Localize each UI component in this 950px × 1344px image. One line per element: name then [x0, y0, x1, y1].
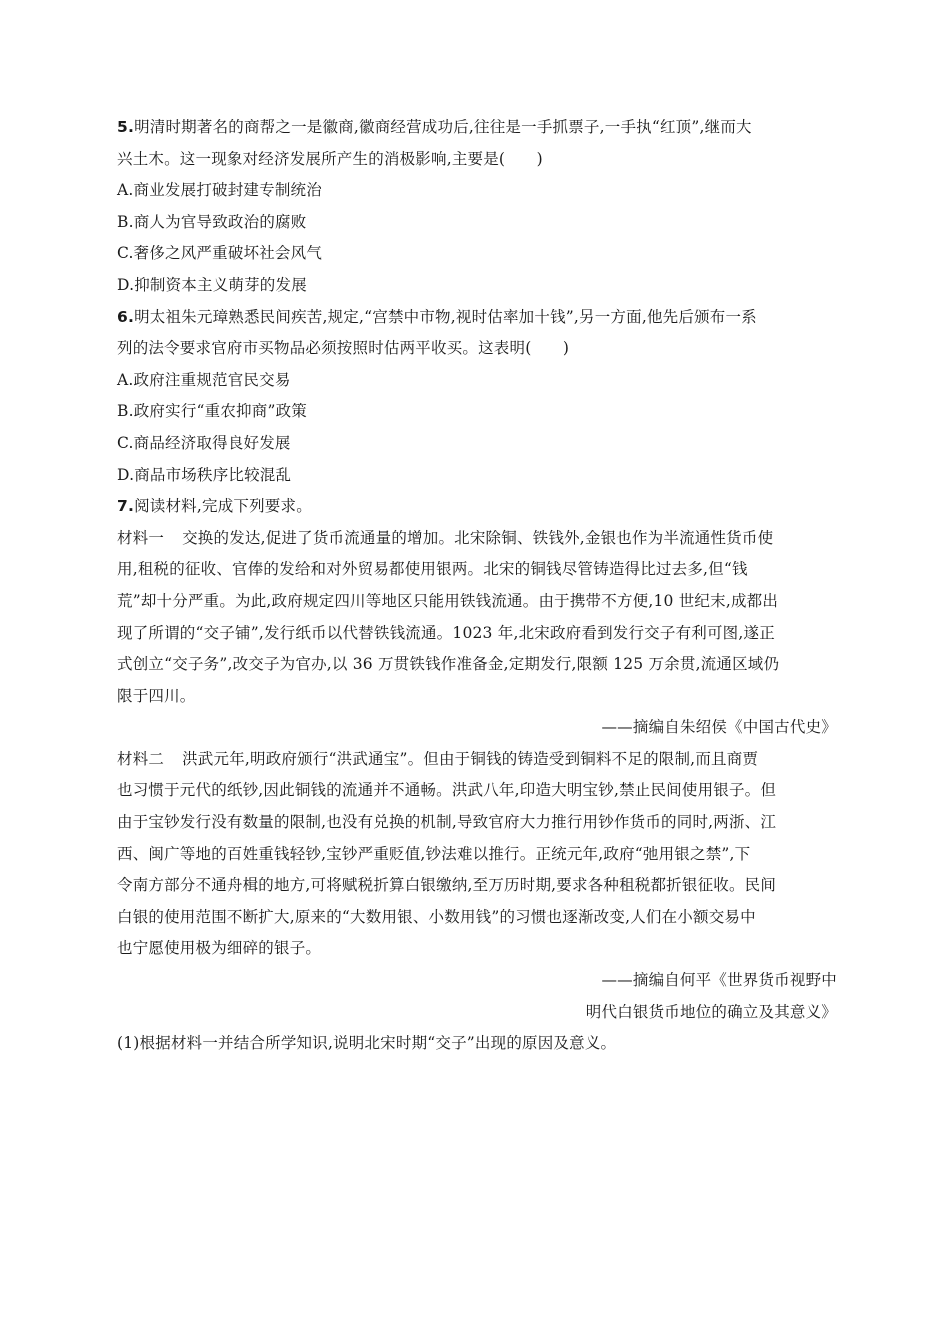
question-6-option-b: B.政府实行“重农抑商”政策: [117, 402, 307, 421]
question-7-stem: 7.阅读材料,完成下列要求。: [117, 497, 312, 516]
material-1-line-6: 限于四川。: [117, 686, 196, 705]
material-1-line-4: 现了所谓的“交子铺”,发行纸币以代替铁钱流通。1023 年,北宋政府看到发行交子有利可图,遂正: [117, 623, 775, 642]
question-5-option-a: A.商业发展打破封建专制统治: [117, 181, 322, 200]
question-5: [117, 112, 837, 302]
question-7: [117, 491, 837, 1060]
material-2: [117, 744, 837, 1028]
document-page: [117, 112, 837, 1060]
question-6-option-c: C.商品经济取得良好发展: [117, 433, 291, 452]
material-2-source-line-1: ——摘编自何平《世界货币视野中: [601, 971, 837, 990]
question-6-stem-line-1: 6.明太祖朱元璋熟悉民间疾苦,规定,“宫禁中市物,视时估率加十钱”,另一方面,他先后颁布一系: [117, 307, 757, 326]
material-1-line-2: 用,租税的征收、官俸的发给和对外贸易都使用银两。北宋的铜钱尽管铸造得比过去多,但“钱: [117, 560, 748, 579]
material-1-line-1: 材料一 交换的发达,促进了货币流通量的增加。北宋除铜、铁钱外,金银也作为半流通性货币使: [117, 528, 774, 547]
question-5-option-c: C.奢侈之风严重破坏社会风气: [117, 244, 323, 263]
question-6-stem-line-2: 列的法令要求官府市买物品必须按照时估两平收买。这表明( ): [117, 339, 570, 358]
question-6-option-d: D.商品市场秩序比较混乱: [117, 465, 292, 484]
question-6: [117, 302, 837, 492]
material-2-line-1: 材料二 洪武元年,明政府颁行“洪武通宝”。但由于铜钱的铸造受到铜料不足的限制,而且商贾: [117, 749, 759, 768]
question-7-sub-1: (1)根据材料一并结合所学知识,说明北宋时期“交子”出现的原因及意义。: [117, 1034, 617, 1053]
material-1-line-5: 式创立“交子务”,改交子为官办,以 36 万贯铁钱作准备金,定期发行,限额 125 万余贯,流通区域仍: [117, 655, 780, 674]
material-1-label: 材料一: [117, 528, 165, 547]
material-2-line-2: 也习惯于元代的纸钞,因此铜钱的流通并不通畅。洪武八年,印造大明宝钞,禁止民间使用银子。但: [117, 781, 777, 800]
question-5-option-d: D.抑制资本主义萌芽的发展: [117, 275, 307, 294]
question-5-stem-line-1: 5.明清时期著名的商帮之一是徽商,徽商经营成功后,往往是一手抓票子,一手执“红顶”,继而大: [117, 118, 752, 136]
question-6-number: 6.: [117, 307, 135, 326]
material-2-line-5: 令南方部分不通舟楫的地方,可将赋税折算白银缴纳,至万历时期,要求各种租税都折银征收。民间: [117, 876, 777, 895]
question-5-number: 5.: [117, 118, 135, 136]
material-1-source: ——摘编自朱绍侯《中国古代史》: [601, 718, 837, 737]
material-2-line-6: 白银的使用范围不断扩大,原来的“大数用银、小数用钱”的习惯也逐渐改变,人们在小额交易中: [117, 907, 756, 926]
question-7-number: 7.: [117, 497, 135, 516]
question-5-option-b: B.商人为官导致政治的腐败: [117, 212, 307, 231]
material-2-line-4: 西、闽广等地的百姓重钱轻钞,宝钞严重贬值,钞法难以推行。正统元年,政府“弛用银之禁”,下: [117, 844, 751, 863]
material-2-source-line-2: 明代白银货币地位的确立及其意义》: [585, 1002, 837, 1021]
material-2-line-7: 也宁愿使用极为细碎的银子。: [117, 939, 322, 958]
material-2-label: 材料二: [117, 749, 165, 768]
question-5-stem-line-2: 兴土木。这一现象对经济发展所产生的消极影响,主要是( ): [117, 149, 543, 168]
material-1-line-3: 荒”却十分严重。为此,政府规定四川等地区只能用铁钱流通。由于携带不方便,10 世纪末,成都出: [117, 591, 779, 610]
material-2-line-3: 由于宝钞发行没有数量的限制,也没有兑换的机制,导致官府大力推行用钞作货币的同时,两浙、江: [117, 813, 777, 832]
question-6-option-a: A.政府注重规范官民交易: [117, 370, 291, 389]
material-1: [117, 523, 837, 744]
